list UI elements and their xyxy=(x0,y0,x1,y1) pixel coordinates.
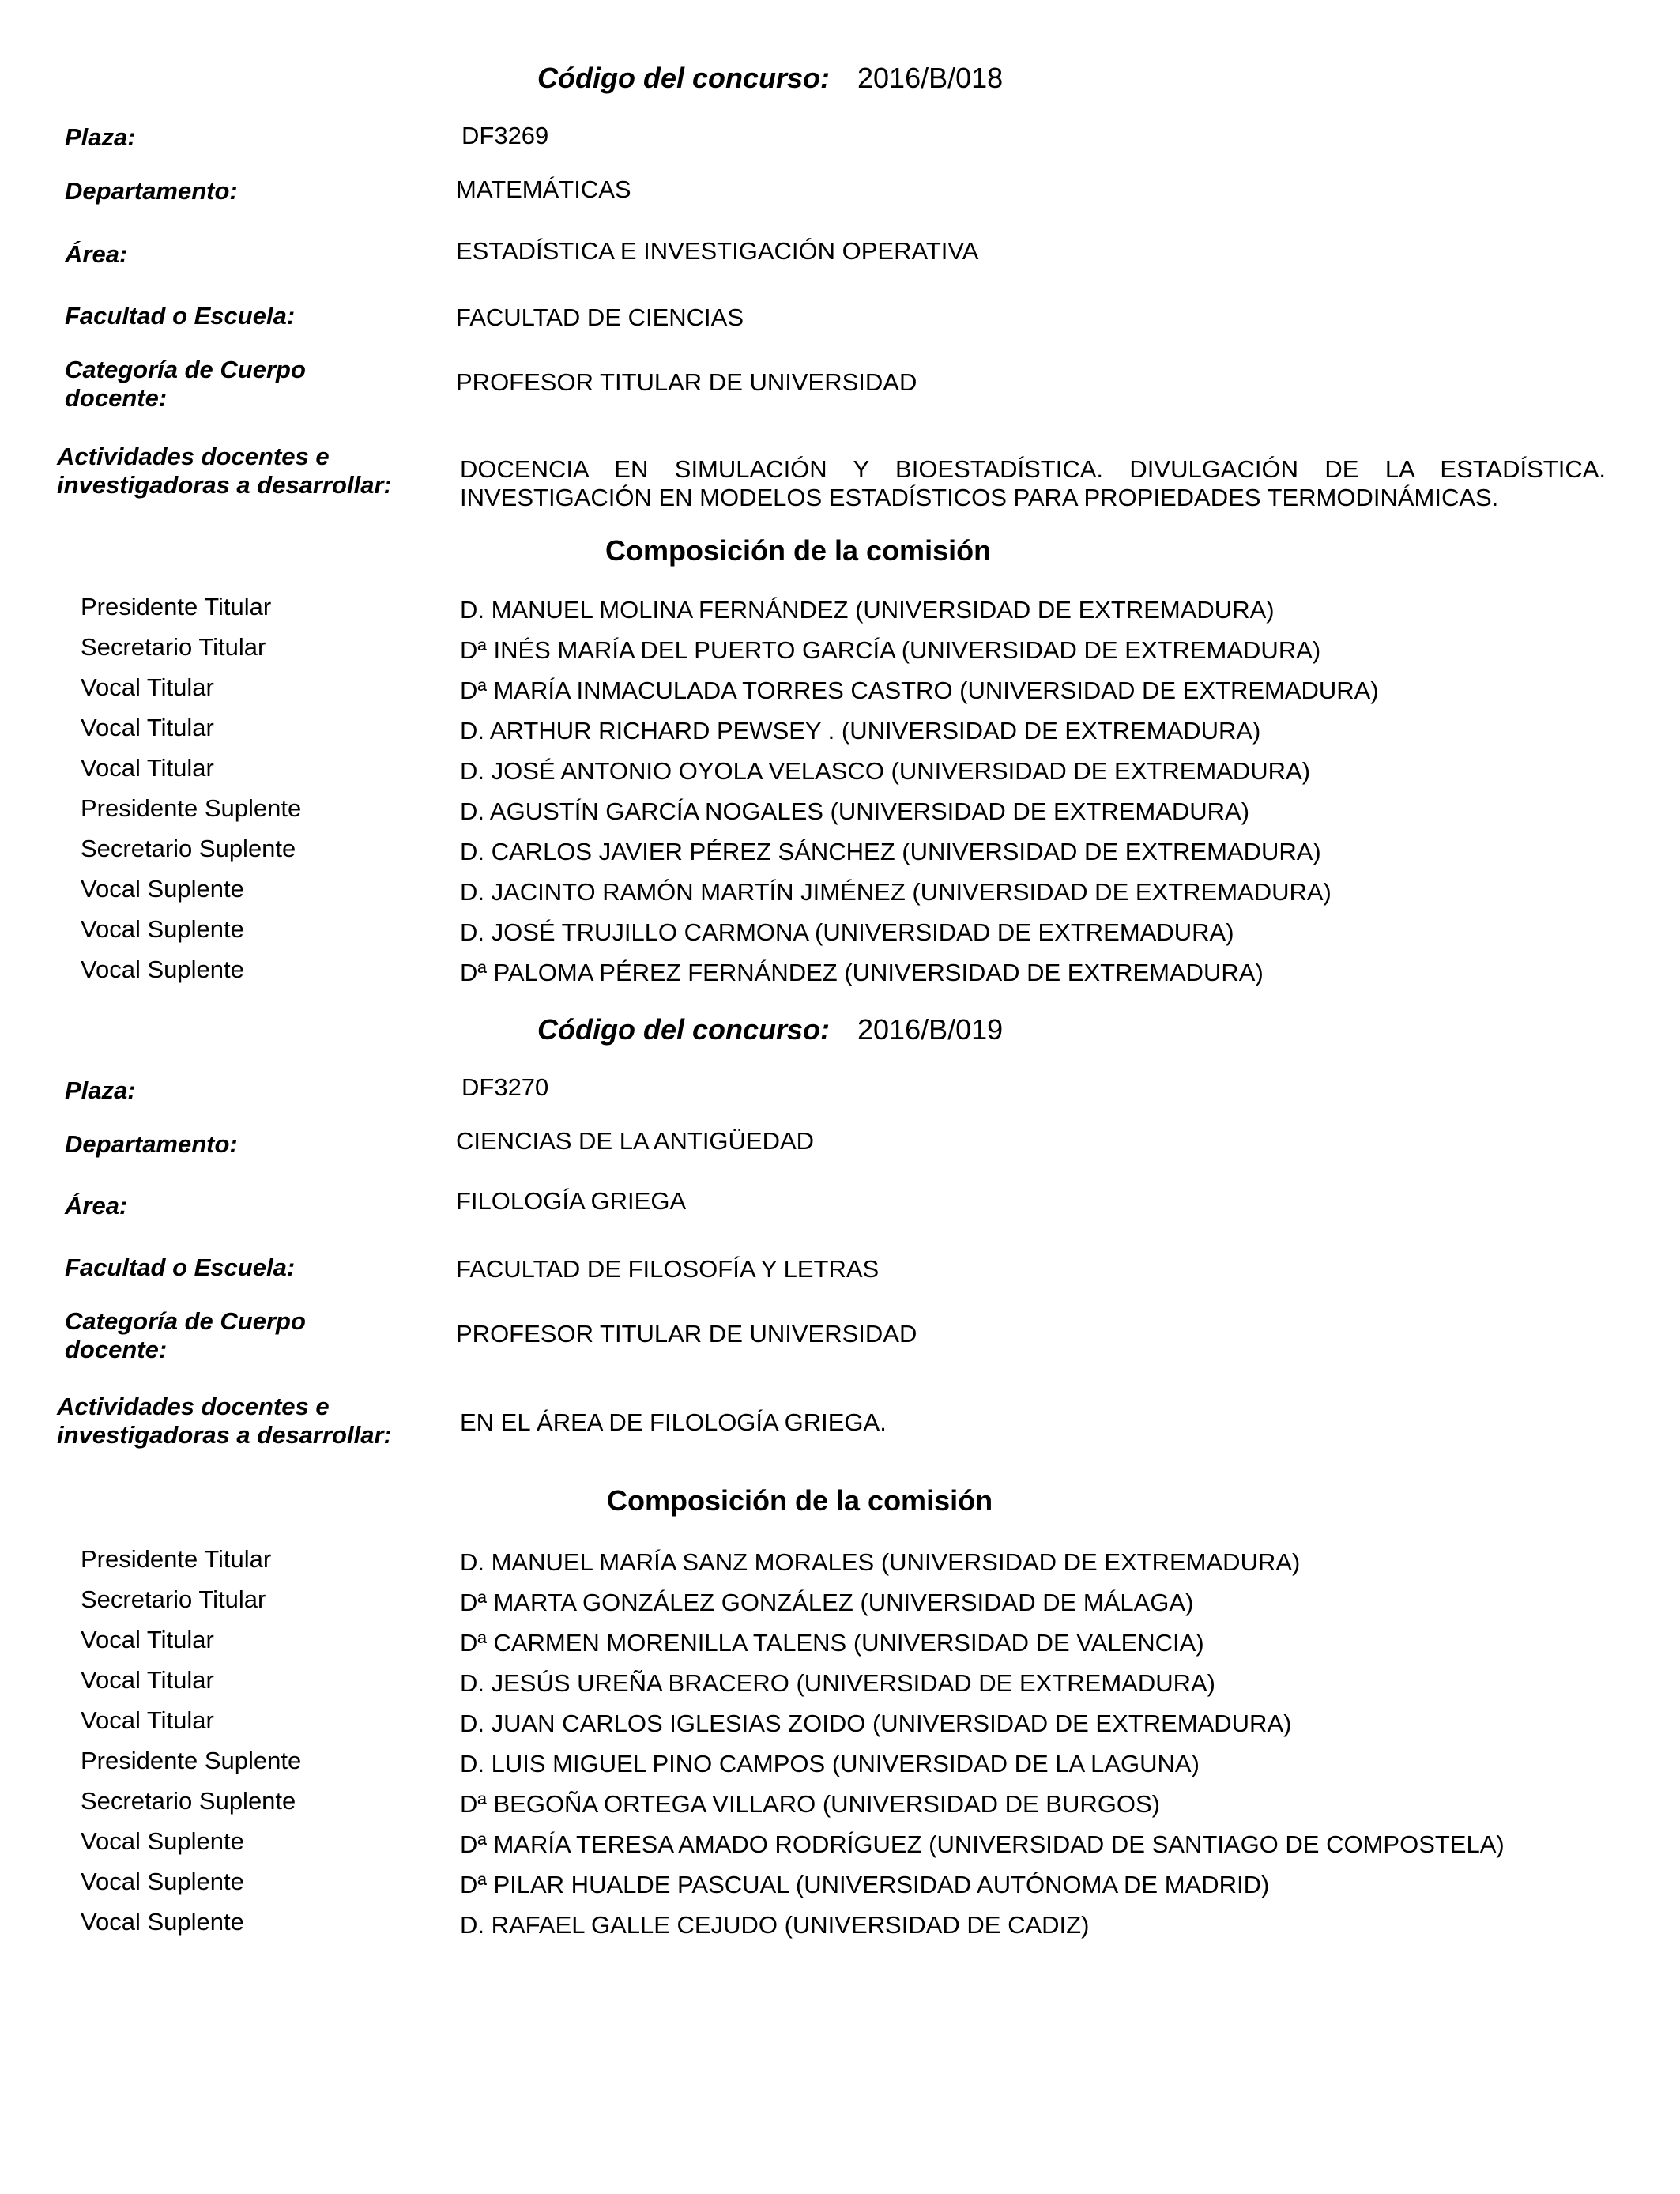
comision-member: Dª INÉS MARÍA DEL PUERTO GARCÍA (UNIVERSIDAD DE EXTREMADURA) xyxy=(460,636,1321,664)
comision-member: D. RAFAEL GALLE CEJUDO (UNIVERSIDAD DE CADIZ) xyxy=(460,1911,1090,1939)
actividades-label: Actividades docentes e investigadoras a desarrollar: xyxy=(57,1393,392,1449)
comision-role: Vocal Suplente xyxy=(81,875,244,903)
comision-role: Secretario Titular xyxy=(81,1585,266,1613)
codigo-concurso-value: 2016/B/018 xyxy=(857,62,1004,94)
departamento-label: Departamento: xyxy=(65,1130,238,1158)
comision-title: Composición de la comisión xyxy=(605,534,992,567)
plaza-value: DF3269 xyxy=(461,122,549,149)
codigo-concurso-label: Código del concurso: xyxy=(537,1013,831,1046)
comision-member: Dª BEGOÑA ORTEGA VILLARO (UNIVERSIDAD DE BURGOS) xyxy=(460,1790,1160,1818)
comision-member: D. CARLOS JAVIER PÉREZ SÁNCHEZ (UNIVERSIDAD DE EXTREMADURA) xyxy=(460,838,1321,865)
comision-member: D. JOSÉ ANTONIO OYOLA VELASCO (UNIVERSIDAD DE EXTREMADURA) xyxy=(460,757,1311,785)
departamento-value: CIENCIAS DE LA ANTIGÜEDAD xyxy=(456,1127,815,1155)
comision-role: Secretario Titular xyxy=(81,633,266,661)
comision-member: D. LUIS MIGUEL PINO CAMPOS (UNIVERSIDAD DE LA LAGUNA) xyxy=(460,1750,1200,1777)
categoria-label: Categoría de Cuerpo docente: xyxy=(65,1307,306,1363)
facultad-value: FACULTAD DE CIENCIAS xyxy=(456,303,744,331)
comision-member: D. MANUEL MARÍA SANZ MORALES (UNIVERSIDAD DE EXTREMADURA) xyxy=(460,1548,1301,1576)
facultad-label: Facultad o Escuela: xyxy=(65,1253,296,1281)
comision-member: D. JACINTO RAMÓN MARTÍN JIMÉNEZ (UNIVERSIDAD DE EXTREMADURA) xyxy=(460,878,1332,906)
comision-member: Dª PILAR HUALDE PASCUAL (UNIVERSIDAD AUTÓNOMA DE MADRID) xyxy=(460,1871,1270,1898)
comision-member: D. JOSÉ TRUJILLO CARMONA (UNIVERSIDAD DE EXTREMADURA) xyxy=(460,918,1234,946)
comision-role: Vocal Titular xyxy=(81,714,214,741)
comision-member: Dª PALOMA PÉREZ FERNÁNDEZ (UNIVERSIDAD DE EXTREMADURA) xyxy=(460,959,1264,986)
departamento-label: Departamento: xyxy=(65,177,238,205)
comision-member: Dª MARTA GONZÁLEZ GONZÁLEZ (UNIVERSIDAD DE MÁLAGA) xyxy=(460,1589,1194,1616)
categoria-label: Categoría de Cuerpo docente: xyxy=(65,356,306,412)
comision-role: Vocal Titular xyxy=(81,1626,214,1653)
comision-role: Presidente Suplente xyxy=(81,794,302,822)
comision-role: Vocal Titular xyxy=(81,1666,214,1694)
area-label: Área: xyxy=(65,240,128,268)
comision-member: Dª MARÍA TERESA AMADO RODRÍGUEZ (UNIVERSIDAD DE SANTIAGO DE COMPOSTELA) xyxy=(460,1830,1505,1858)
plaza-label: Plaza: xyxy=(65,1076,136,1104)
comision-role: Presidente Titular xyxy=(81,1545,272,1573)
comision-member: D. MANUEL MOLINA FERNÁNDEZ (UNIVERSIDAD DE EXTREMADURA) xyxy=(460,596,1275,624)
comision-role: Vocal Suplente xyxy=(81,915,244,943)
area-value: ESTADÍSTICA E INVESTIGACIÓN OPERATIVA xyxy=(456,237,979,265)
comision-member: D. JESÚS UREÑA BRACERO (UNIVERSIDAD DE EXTREMADURA) xyxy=(460,1669,1215,1697)
comision-role: Vocal Suplente xyxy=(81,1908,244,1936)
facultad-value: FACULTAD DE FILOSOFÍA Y LETRAS xyxy=(456,1255,880,1283)
codigo-concurso-label: Código del concurso: xyxy=(537,62,831,94)
facultad-label: Facultad o Escuela: xyxy=(65,302,296,330)
area-value: FILOLOGÍA GRIEGA xyxy=(456,1187,687,1215)
comision-role: Vocal Suplente xyxy=(81,956,244,983)
actividades-label: Actividades docentes e investigadoras a desarrollar: xyxy=(57,443,392,499)
comision-role: Presidente Suplente xyxy=(81,1747,302,1774)
comision-role: Vocal Titular xyxy=(81,1706,214,1734)
comision-member: D. ARTHUR RICHARD PEWSEY . (UNIVERSIDAD DE EXTREMADURA) xyxy=(460,717,1261,745)
comision-role: Presidente Titular xyxy=(81,593,272,620)
codigo-concurso-value: 2016/B/019 xyxy=(857,1013,1004,1046)
comision-title: Composición de la comisión xyxy=(607,1484,993,1517)
comision-role: Secretario Suplente xyxy=(81,1787,296,1815)
comision-role: Secretario Suplente xyxy=(81,835,296,862)
comision-member: Dª MARÍA INMACULADA TORRES CASTRO (UNIVERSIDAD DE EXTREMADURA) xyxy=(460,677,1379,704)
actividades-value: EN EL ÁREA DE FILOLOGÍA GRIEGA. xyxy=(460,1408,887,1436)
comision-member: Dª CARMEN MORENILLA TALENS (UNIVERSIDAD DE VALENCIA) xyxy=(460,1629,1204,1657)
comision-member: D. JUAN CARLOS IGLESIAS ZOIDO (UNIVERSIDAD DE EXTREMADURA) xyxy=(460,1710,1292,1737)
comision-role: Vocal Titular xyxy=(81,754,214,782)
comision-role: Vocal Suplente xyxy=(81,1868,244,1895)
categoria-value: PROFESOR TITULAR DE UNIVERSIDAD xyxy=(456,1320,917,1348)
categoria-value: PROFESOR TITULAR DE UNIVERSIDAD xyxy=(456,368,917,396)
plaza-label: Plaza: xyxy=(65,123,136,151)
comision-role: Vocal Titular xyxy=(81,673,214,701)
comision-member: D. AGUSTÍN GARCÍA NOGALES (UNIVERSIDAD DE EXTREMADURA) xyxy=(460,797,1250,825)
area-label: Área: xyxy=(65,1192,128,1220)
plaza-value: DF3270 xyxy=(461,1073,549,1101)
actividades-value: DOCENCIA EN SIMULACIÓN Y BIOESTADÍSTICA. DIVULGACIÓN DE LA ESTADÍSTICA. INVESTIGACIÓN EN MODELOS ESTADÍSTICOS PARA PROPIEDADES TERMODINÁMICAS. xyxy=(460,455,1606,511)
departamento-value: MATEMÁTICAS xyxy=(456,175,631,203)
comision-role: Vocal Suplente xyxy=(81,1827,244,1855)
